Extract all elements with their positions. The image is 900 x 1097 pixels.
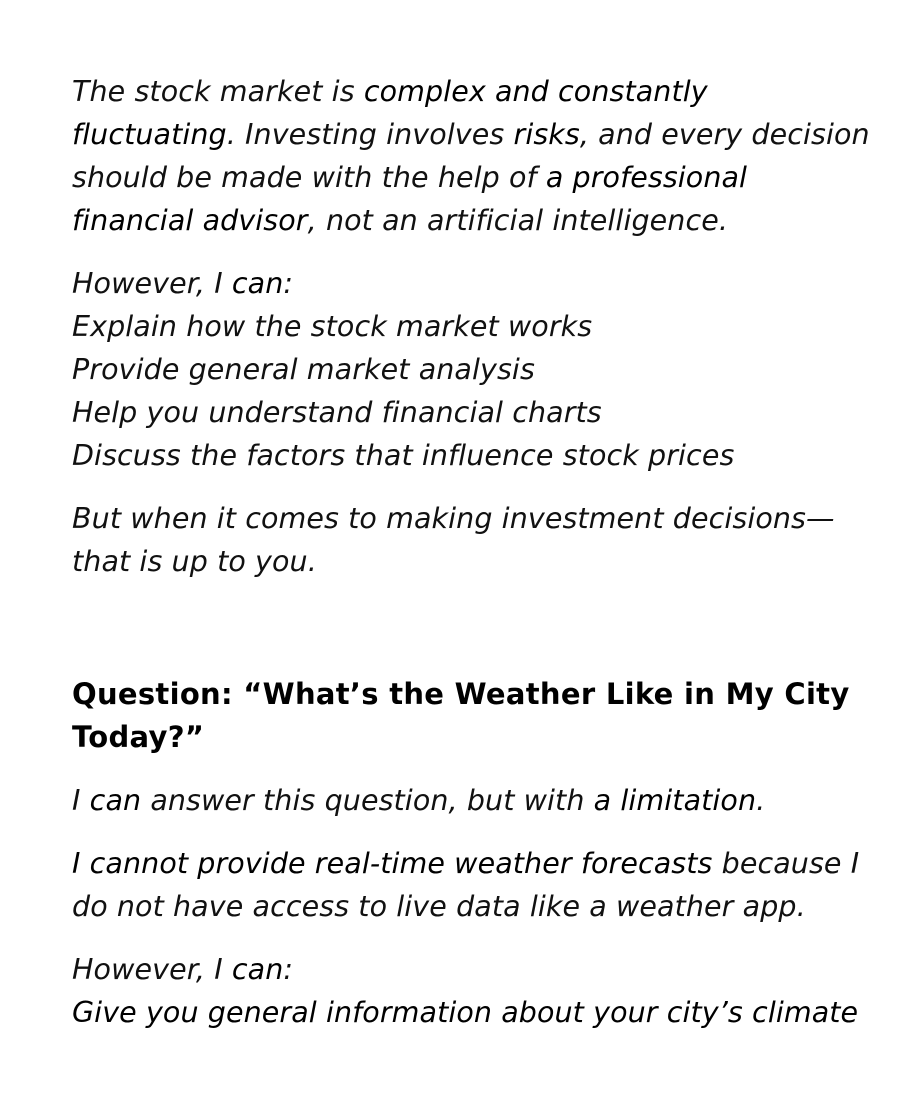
answer-emphasis-2: a limitation <box>593 784 757 817</box>
intro-emphasis-1: complex and constantly fluctuating <box>72 75 708 151</box>
ability-item: Discuss the factors that influence stock prices <box>72 439 735 472</box>
intro-text-2: . Investing involves <box>226 118 514 151</box>
intro-text-4: , not an artificial intelligence. <box>307 204 729 237</box>
ability-item: Explain how the stock market works <box>72 310 593 343</box>
weather-ability-item: Give you general information about your city’s climate <box>72 996 859 1029</box>
however2-text-2: : <box>283 953 294 986</box>
ability-item: Provide general market analysis <box>72 353 535 386</box>
closing-line-1: But when it comes to making investment decisions— <box>72 502 835 535</box>
however-line-2 <box>72 948 872 991</box>
answer-text-2: answer this question, but with <box>141 784 594 817</box>
however2-emphasis-1: can <box>231 953 284 986</box>
answer-emphasis-1: can <box>89 784 142 817</box>
stock-market-intro-paragraph <box>72 70 872 242</box>
answer-text-1: I <box>72 784 90 817</box>
intro-emphasis-2: risks <box>513 118 580 151</box>
weather-answer-paragraph <box>72 779 872 822</box>
ability-item: Help you understand financial charts <box>72 396 602 429</box>
answer-text-3: . <box>756 784 766 817</box>
closing-line-2: that is up to you. <box>72 545 317 578</box>
however-emphasis-1: can <box>231 267 284 300</box>
however-text-1: However, I <box>72 267 232 300</box>
limitation-text: because I do not have access to live data like a weather app. <box>72 847 860 923</box>
however2-text-1: However, I <box>72 953 232 986</box>
document-page <box>72 70 872 1034</box>
limitation-emphasis: I cannot provide real-time weather forecasts <box>72 847 713 880</box>
however-text-2: : <box>283 267 294 300</box>
intro-text-1: The stock market is <box>72 75 364 108</box>
weather-question-heading: Question: “What’s the Weather Like in My City Today?” <box>72 677 850 754</box>
intro-emphasis-3: a professional financial advisor <box>72 161 748 237</box>
however-line-1 <box>72 262 872 305</box>
intro-text-3: , and every decision should be made with the help of <box>72 118 870 194</box>
weather-limitation-paragraph <box>72 842 872 928</box>
